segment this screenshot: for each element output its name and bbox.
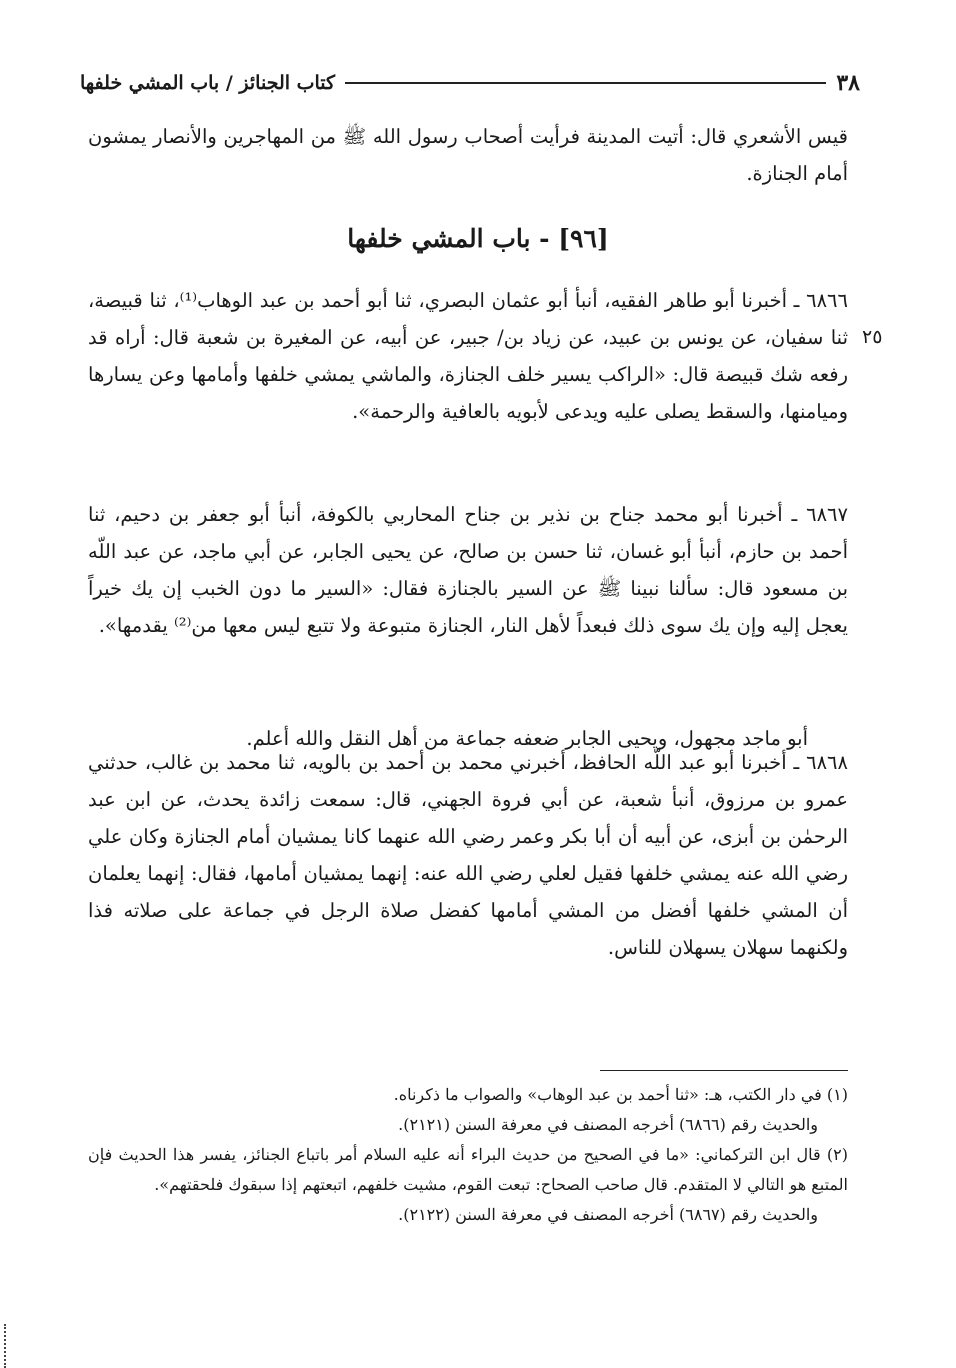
margin-line-number: ٢٥: [862, 326, 883, 348]
header-rule: [345, 82, 826, 84]
footnote-rule: [600, 1070, 848, 1071]
running-title: كتاب الجنائز / باب المشي خلفها: [80, 72, 336, 94]
section-title: [٩٦] - باب المشي خلفها: [347, 224, 609, 253]
grading-note: أبو ماجد مجهول، ويحيى الجابر ضعفه جماعة من أهل النقل والله أعلم.: [246, 726, 808, 750]
footnotes: [88, 1080, 848, 1230]
page-number: ٣٨: [836, 70, 860, 96]
footnote-2: (٢) قال ابن التركماني: «ما في الصحيح من حديث البراء أنه عليه السلام أمر باتباع الجنائز، يفسر هذا الحديث فإن المتبع هو التالي لا المتقدم. قال صاحب الصحاح: تبعت القوم، مشيت خلفهم، اتبعتهم إذا سبقوك فلحقتهم».: [88, 1145, 848, 1194]
footnote-1: (١) في دار الكتب، هـ: «ثنا أحمد بن عبد الوهاب» والصواب ما ذكرناه.: [393, 1085, 848, 1104]
scan-edge-mark: [4, 1324, 10, 1368]
footnote-2-ref: والحديث رقم (٦٨٦٧) أخرجه المصنف في معرفة السنن (٢١٢٢).: [398, 1205, 818, 1224]
hadith-6866: ٦٨٦٦ ـ أخبرنا أبو طاهر الفقيه، أنبأ أبو عثمان البصري، ثنا أبو أحمد بن عبد الوهاب⁽¹⁾، ثنا قبيصة، ثنا سفيان، عن يونس بن عبيد، عن زياد بن/ جبير، عن أبيه، عن المغيرة بن شعبة قال: أراه قد رفعه شك قبيصة قال: «الراكب يسير خلف الجنازة، والماشي يمشي خلفها وأمامها وعن يسارها وميامنها، والسقط يصلى عليه ويدعى لأبويه بالعافية والرحمة».: [88, 289, 848, 423]
page-header: [80, 66, 860, 100]
footnote-1-ref: والحديث رقم (٦٨٦٦) أخرجه المصنف في معرفة السنن (٢١٢١).: [398, 1115, 818, 1134]
hadith-6868: ٦٨٦٨ ـ أخبرنا أبو عبد اللّه الحافظ، أخبرني محمد بن أحمد بن بالويه، ثنا محمد بن غالب، حدثني عمرو بن مرزوق، أنبأ شعبة، عن أبي فروة الجهني، قال: سمعت زائدة يحدث، عن ابن عبد الرحمٰن بن أبزى، عن أبيه أن أبا بكر وعمر رضي الله عنهما كانا يمشيان أمام الجنازة وكان علي رضي الله عنه يمشي خلفها فقيل لعلي رضي الله عنه: إنهما يمشيان أمامها، فقال: إنهما يعلمان أن المشي خلفها أفضل من المشي أمامها كفضل صلاة الرجل في جماعة على صلاته فذا ولكنهما سهلان يسهلان للناس.: [88, 751, 848, 959]
intro-paragraph: قيس الأشعري قال: أتيت المدينة فرأيت أصحاب رسول الله ﷺ من المهاجرين والأنصار يمشون أمام الجنازة.: [88, 125, 848, 185]
hadith-6867: ٦٨٦٧ ـ أخبرنا أبو محمد جناح بن نذير بن جناح المحاربي بالكوفة، أنبأ أبو جعفر بن دحيم، ثنا أحمد بن حازم، أنبأ أبو غسان، ثنا حسن بن صالح، عن يحيى الجابر، عن أبي ماجد، عن عبد اللّه بن مسعود قال: سألنا نبينا ﷺ عن السير بالجنازة فقال: «السير ما دون الخبب إن يك خيراً يعجل إليه وإن يك سوى ذلك فبعداً لأهل النار، الجنازة متبوعة ولا تتبع ليس معها من⁽²⁾ يقدمها».: [88, 503, 848, 637]
